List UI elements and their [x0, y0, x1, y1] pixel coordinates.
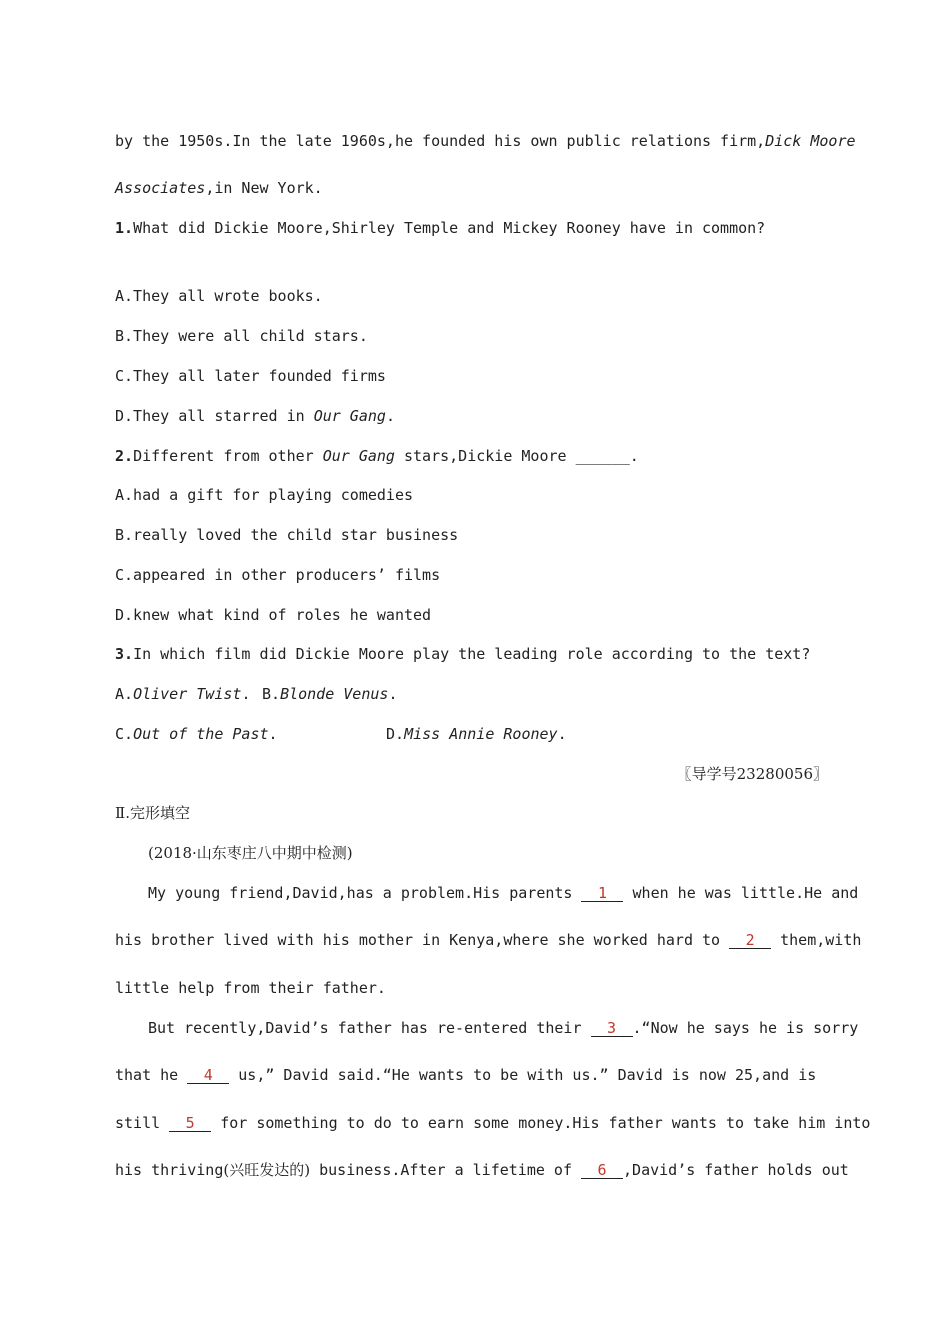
- cloze-text: his brother lived with his mother in Kenya,where she worked hard to: [115, 931, 730, 949]
- option-text: .: [241, 685, 251, 703]
- film-title: Our Gang: [313, 407, 386, 425]
- option-text: A.They all wrote books.: [115, 287, 323, 305]
- option-text: .: [268, 725, 278, 743]
- film-title: Oliver Twist: [133, 685, 242, 703]
- cloze-text: ,David’s father holds out: [623, 1161, 849, 1179]
- cloze-blank-5[interactable]: [169, 1115, 211, 1132]
- question-3: [115, 644, 810, 664]
- cloze-text: little help from their father.: [115, 979, 386, 997]
- question-number: 1.: [115, 219, 134, 237]
- film-title: Our Gang: [322, 447, 395, 465]
- passage-line: [115, 131, 856, 151]
- question-number: 3.: [115, 645, 134, 663]
- option-1c: [115, 366, 386, 386]
- option-1a: [115, 286, 323, 306]
- section-title: Ⅱ.完形填空: [115, 804, 190, 822]
- cloze-gloss: (兴旺发达的): [223, 1161, 311, 1179]
- cloze-line: [115, 1065, 816, 1085]
- cloze-text: for something to do to earn some money.His father wants to take him into: [211, 1114, 871, 1132]
- blank-number: 2: [745, 931, 755, 949]
- cloze-line: [115, 930, 861, 950]
- option-3c: [115, 724, 278, 744]
- option-text: .: [385, 407, 395, 425]
- cloze-text: business.After a lifetime of: [310, 1161, 582, 1179]
- option-letter: D.: [386, 725, 405, 743]
- option-2c: [115, 565, 440, 585]
- option-text: .: [388, 685, 398, 703]
- source-note: (2018·山东枣庄八中期中检测): [148, 844, 353, 862]
- question-stem: stars,Dickie Moore ______.: [394, 447, 639, 465]
- blank-number: 5: [185, 1114, 195, 1132]
- film-title: Out of the Past: [133, 725, 269, 743]
- cloze-line: [148, 1018, 858, 1038]
- passage-text: ,in New York.: [205, 179, 323, 197]
- cloze-text: But recently,David’s father has re-entered their: [148, 1019, 591, 1037]
- option-3d: [386, 724, 567, 744]
- cloze-blank-2[interactable]: [729, 932, 771, 949]
- question-number: 2.: [115, 447, 134, 465]
- cloze-text: My young friend,David,has a problem.His parents: [148, 884, 582, 902]
- cloze-blank-1[interactable]: [581, 885, 623, 902]
- option-letter: B.: [262, 685, 281, 703]
- cloze-line: [115, 1160, 849, 1180]
- question-1: [115, 218, 765, 238]
- blank-number: 3: [607, 1019, 617, 1037]
- option-2a: [115, 485, 413, 505]
- cloze-blank-6[interactable]: [581, 1162, 623, 1179]
- cloze-blank-3[interactable]: [591, 1020, 633, 1037]
- film-title: Miss Annie Rooney: [404, 725, 558, 743]
- option-text: C.They all later founded firms: [115, 367, 386, 385]
- cloze-text: his thriving: [115, 1161, 224, 1179]
- film-title: Blonde Venus: [280, 685, 389, 703]
- question-stem: In which film did Dickie Moore play the leading role according to the text?: [133, 645, 811, 663]
- option-text: B.They were all child stars.: [115, 327, 368, 345]
- option-text: A.had a gift for playing comedies: [115, 486, 414, 504]
- option-text: B.really loved the child star business: [115, 526, 459, 544]
- option-text: .: [557, 725, 567, 743]
- question-2: [115, 446, 639, 466]
- blank-number: 6: [597, 1161, 607, 1179]
- blank-number: 4: [203, 1066, 213, 1084]
- cloze-line: [115, 1113, 870, 1133]
- option-2d: [115, 605, 431, 625]
- passage-text: by the 1950s.In the late 1960s,he founded his own public relations firm,: [115, 132, 766, 150]
- cloze-line: [148, 883, 858, 903]
- guide-number: 〖导学号23280056〗: [676, 765, 828, 783]
- cloze-text: .“Now he says he is sorry: [632, 1019, 859, 1037]
- option-text: C.appeared in other producers’ films: [115, 566, 441, 584]
- firm-name: Dick Moore: [765, 132, 856, 150]
- option-3a: [115, 684, 250, 704]
- passage-line: [115, 178, 323, 198]
- option-2b: [115, 525, 458, 545]
- cloze-blank-4[interactable]: [187, 1067, 229, 1084]
- option-3b: [262, 684, 397, 704]
- cloze-text: them,with: [771, 931, 862, 949]
- cloze-text: us,” David said.“He wants to be with us.” David is now 25,and is: [229, 1066, 817, 1084]
- question-stem: Different from other: [133, 447, 323, 465]
- option-letter: A.: [115, 685, 134, 703]
- option-text: D.They all starred in: [115, 407, 314, 425]
- option-1b: [115, 326, 368, 346]
- option-letter: C.: [115, 725, 134, 743]
- option-text: D.knew what kind of roles he wanted: [115, 606, 432, 624]
- cloze-text: when he was little.He and: [623, 884, 859, 902]
- cloze-line: [115, 978, 386, 998]
- question-stem: What did Dickie Moore,Shirley Temple and Mickey Rooney have in common?: [133, 219, 766, 237]
- option-1d: [115, 406, 395, 426]
- cloze-text: that he: [115, 1066, 188, 1084]
- firm-name: Associates: [115, 179, 206, 197]
- cloze-text: still: [115, 1114, 170, 1132]
- blank-number: 1: [597, 884, 607, 902]
